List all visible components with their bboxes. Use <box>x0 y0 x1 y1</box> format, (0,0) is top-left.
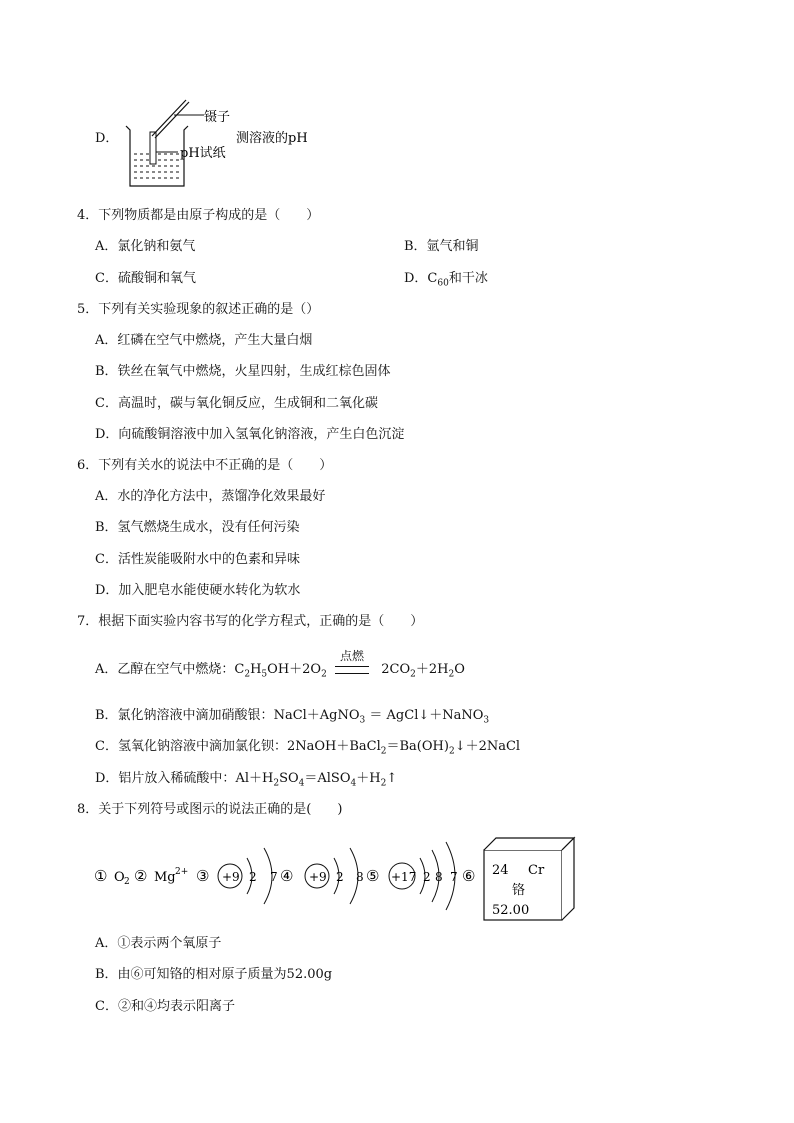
svg-text:②: ② <box>134 867 148 885</box>
svg-text:2: 2 <box>124 877 130 887</box>
svg-text:O: O <box>114 870 125 885</box>
q5-option-c: C．高温时，碳与氧化铜反应，生成铜和二氧化碳 <box>95 396 378 411</box>
q6-option-a: A．水的净化方法中，蒸馏净化效果最好 <box>95 489 326 504</box>
q4-option-d: D．$C_{60}$和干冰 <box>404 271 488 289</box>
q7-stem: 7．根据下面实验内容书写的化学方程式，正确的是（ ） <box>77 614 424 629</box>
svg-text:2: 2 <box>423 870 431 884</box>
svg-text:+9: +9 <box>309 870 327 884</box>
q7-option-b: B．氯化钠溶液中滴加硝酸银：NaCl＋AgNO$_3$ ＝ AgCl↓＋NaNO$_3$ <box>95 708 490 726</box>
svg-text:7: 7 <box>270 870 278 884</box>
q8-option-b: B．由⑥可知铬的相对原子质量为52.00g <box>95 967 333 982</box>
q7-option-d: D．铝片放入稀硫酸中：$Al+H_2SO_4=AlSO_4+H_2↑$ <box>95 771 398 789</box>
svg-text:⑤: ⑤ <box>366 867 380 885</box>
ph-paper <box>150 132 156 164</box>
q5-stem: 5．下列有关实验现象的叙述正确的是（） <box>77 302 320 317</box>
svg-text:+17: +17 <box>391 870 417 884</box>
svg-text:8: 8 <box>356 870 364 884</box>
q4-stem: 4．下列物质都是由原子构成的是（ ） <box>77 208 320 223</box>
label-caption: 测溶液的pH <box>236 131 308 146</box>
svg-text:2: 2 <box>249 870 257 884</box>
svg-text:2+: 2+ <box>175 867 189 877</box>
q6-option-b: B．氢气燃烧生成水，没有任何污染 <box>95 520 300 535</box>
q8-stem: 8．关于下列符号或图示的说法正确的是( ) <box>77 802 343 817</box>
svg-text:④: ④ <box>280 867 294 885</box>
q8-option-a: A．①表示两个氧原子 <box>95 936 222 951</box>
svg-text:7: 7 <box>450 870 458 884</box>
element-cell-chromium <box>484 838 574 920</box>
svg-text:⑥: ⑥ <box>462 867 476 885</box>
label-tweezers: 镊子 <box>204 110 231 125</box>
svg-text:8: 8 <box>435 870 443 884</box>
svg-text:2: 2 <box>336 870 344 884</box>
svg-text:24: 24 <box>492 863 509 878</box>
q3-option-d-letter: D． <box>95 131 119 146</box>
q5-option-b: B．铁丝在氧气中燃烧，火星四射，生成红棕色固体 <box>95 364 391 379</box>
q6-option-c: C．活性炭能吸附水中的色素和异味 <box>95 552 300 567</box>
svg-text:③: ③ <box>196 867 210 885</box>
q7-condition: 点燃 <box>339 649 364 663</box>
q6-stem: 6．下列有关水的说法中不正确的是（ ） <box>77 458 333 473</box>
q8-option-c: C．②和④均表示阳离子 <box>95 999 235 1014</box>
q4-option-b: B．氩气和铜 <box>404 239 479 254</box>
tweezers <box>152 100 186 136</box>
beaker-diagram <box>118 96 328 192</box>
q4-option-a: A．氯化钠和氨气 <box>95 239 196 254</box>
liquid <box>134 154 180 178</box>
svg-text:铬: 铬 <box>512 883 526 898</box>
q7-option-a: A．乙醇在空气中燃烧：$C_2H_5OH+2O_2$ 点燃 $2CO_2+2H_2O$ <box>95 649 465 680</box>
svg-text:52.00: 52.00 <box>492 903 530 918</box>
label-ph-paper: pH试纸 <box>180 146 226 161</box>
svg-text:Mg: Mg <box>154 870 176 885</box>
q7-option-c: C．氢氧化钠溶液中滴加氯化钡：$2NaOH+BaCl_2=Ba(OH)_2↓+2NaCl$ <box>95 739 521 757</box>
svg-text:Cr: Cr <box>528 863 545 878</box>
q5-option-d: D．向硫酸铜溶液中加入氢氧化钠溶液，产生白色沉淀 <box>95 427 405 442</box>
q8-symbols-diagram <box>92 828 582 924</box>
q5-option-a: A．红磷在空气中燃烧，产生大量白烟 <box>95 333 313 348</box>
q6-option-d: D．加入肥皂水能使硬水转化为软水 <box>95 583 301 598</box>
svg-text:①: ① <box>94 867 108 885</box>
q4-option-c: C．硫酸铜和氧气 <box>95 271 196 286</box>
beaker-outline <box>126 126 188 186</box>
svg-text:+9: +9 <box>222 870 240 884</box>
